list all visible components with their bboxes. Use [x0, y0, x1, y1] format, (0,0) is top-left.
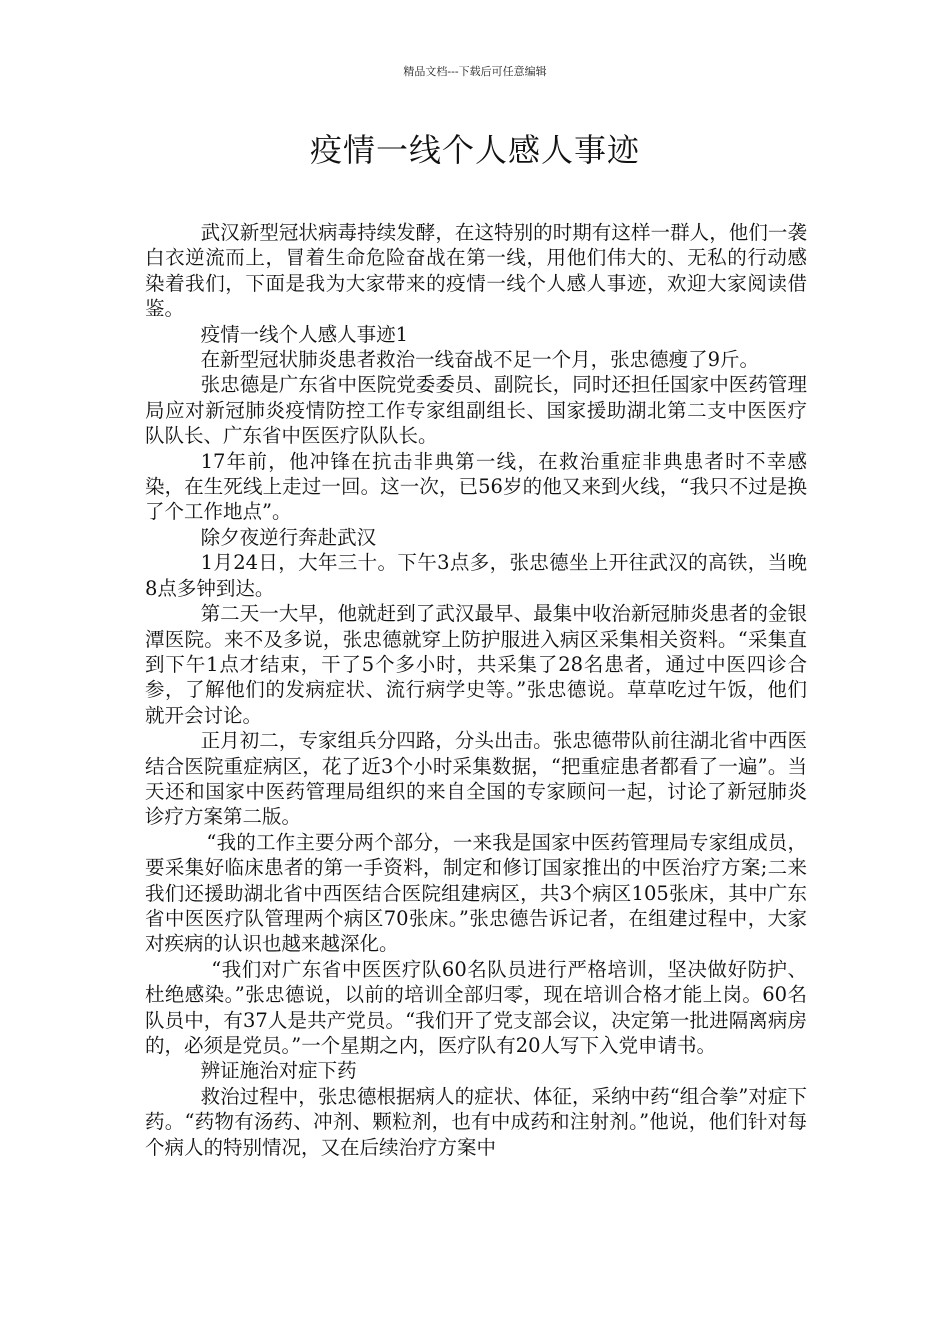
subheading-treatment: 辨证施治对症下药: [200, 1059, 357, 1083]
body-paragraph: 17年前，他冲锋在抗击非典第一线，在救治重症非典患者时不幸感染，在生死线上走过一回。这一次，已56岁的他又来到火线，“我只不过是换了个工作地点”。: [145, 449, 807, 524]
intro-paragraph: 武汉新型冠状病毒持续发酵，在这特别的时期有这样一群人，他们一袭白衣逆流而上，冒着生命危险奋战在第一线，用他们伟大的、无私的行动感染着我们，下面是我为大家带来的疫情一线个人感人事迹，欢迎大家阅读借鉴。: [145, 221, 807, 321]
body-paragraph: “我们对广东省中医医疗队60名队员进行严格培训，坚决做好防护、杜绝感染。”张忠德说，以前的培训全部归零，现在培训合格才能上岗。60名队员中，有37人是共产党员。“我们开了党支部会议，决定第一批进隔离病房的，必须是党员。”一个星期之内，医疗队有20人写下入党申请书。: [145, 957, 807, 1057]
subheading-eve: 除夕夜逆行奔赴武汉: [200, 525, 377, 549]
body-paragraph: 救治过程中，张忠德根据病人的症状、体征，采纳中药“组合拳”对症下药。“药物有汤药、冲剂、颗粒剂，也有中成药和注射剂。”他说，他们针对每个病人的特别情况，又在后续治疗方案中: [145, 1084, 807, 1159]
body-paragraph: 正月初二，专家组兵分四路，分头出击。张忠德带队前往湖北省中西医结合医院重症病区，花了近3个小时采集数据，“把重症患者都看了一遍”。当天还和国家中医药管理局组织的来自全国的专家顾问一起，讨论了新冠肺炎诊疗方案第二版。: [145, 729, 807, 829]
document-body: [145, 220, 807, 1160]
body-paragraph: 第二天一大早，他就赶到了武汉最早、最集中收治新冠肺炎患者的金银潭医院。来不及多说，张忠德就穿上防护服进入病区采集相关资料。“采集直到下午1点才结束，干了5个多小时，共采集了28名患者，通过中医四诊合参，了解他们的发病症状、流行病学史等。”张忠德说。草草吃过午饭，他们就开会讨论。: [145, 602, 807, 727]
document-title: 疫情一线个人感人事迹: [309, 131, 640, 169]
section-heading-1: 疫情一线个人感人事迹1: [200, 322, 408, 346]
body-paragraph: “我的工作主要分两个部分，一来我是国家中医药管理局专家组成员，要采集好临床患者的第一手资料，制定和修订国家推出的中医治疗方案;二来我们还援助湖北省中西医结合医院组建病区，共3个病区105张床，其中广东省中医医疗队管理两个病区70张床。”张忠德告诉记者，在组建过程中，大家对疾病的认识也越来越深化。: [145, 830, 807, 956]
body-paragraph: 张忠德是广东省中医院党委委员、副院长，同时还担任国家中医药管理局应对新冠肺炎疫情防控工作专家组副组长、国家援助湖北第二支中医医疗队队长、广东省中医医疗队队长。: [145, 373, 807, 448]
body-paragraph: 1月24日，大年三十。下午3点多，张忠德坐上开往武汉的高铁，当晚8点多钟到达。: [145, 551, 807, 600]
body-paragraph: 在新型冠状肺炎患者救治一线奋战不足一个月，张忠德瘦了9斤。: [200, 348, 759, 372]
page-header: 精品文档---下载后可任意编辑: [403, 65, 547, 78]
